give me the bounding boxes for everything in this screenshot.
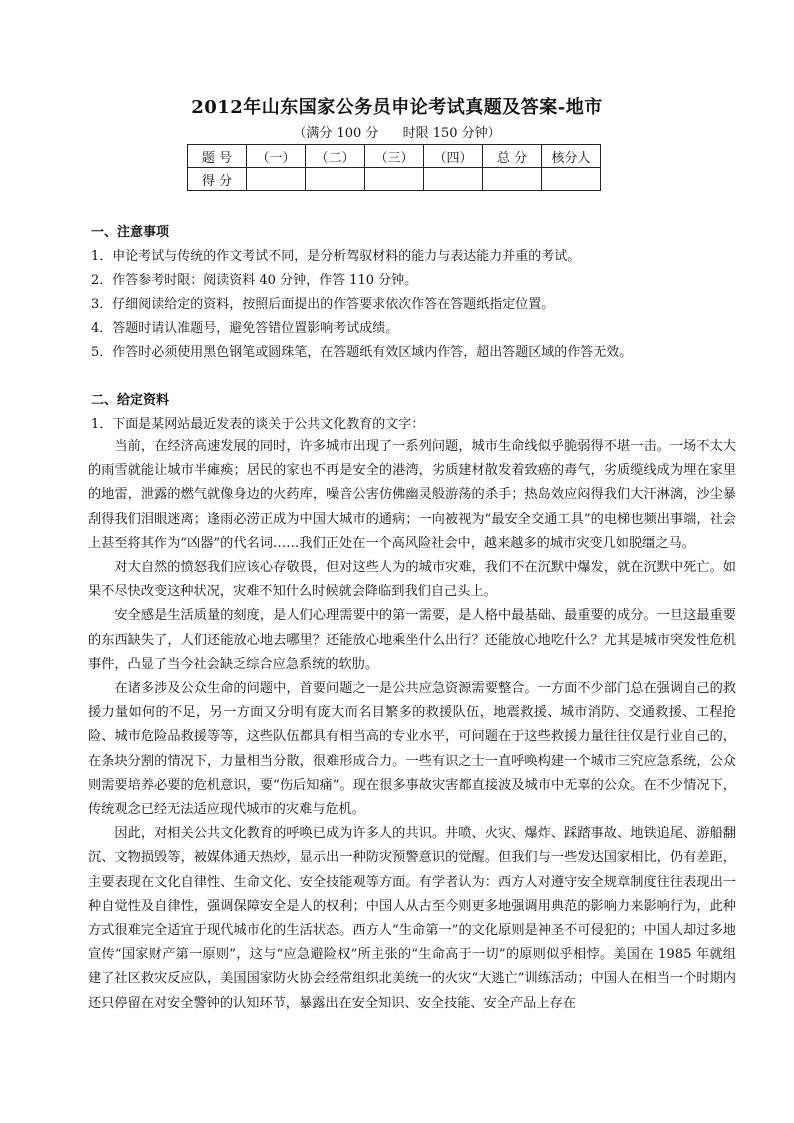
- score-table-header-row: [188, 145, 601, 168]
- material-paragraph: 因此，对相关公共文化教育的呼唤已成为许多人的共识。井喷、火灾、爆炸、踩踏事故、地铁追尾、游船翻沉、文物损毁等，被媒体通天热炒，显示出一种防灾预警意识的觉醒。但我们与一些发达国家相比，仍有差距，主要表现在文化自律性、生命文化、安全技能观等方面。有学者认为：西方人对遵守安全规章制度往往表现出一种自觉性及自律性，强调保障安全是人的权利；中国人从古至今则更多地强调用典范的影响力来影响行为，此种方式很难完全适宜于现代城市化的生活状态。西方人“生命第一”的文化原则是神圣不可侵犯的；中国人却过多地宣传“国家财产第一原则”，这与“应急避险权”所主张的“生命高于一切”的原则似乎相悖。美国在 1985 年就组建了社区救灾反应队，美国国家防火协会经常组织北美统一的火灾“大逃亡”训练活动；中国人在相当一个时期内还只停留在对安全警钟的认知环节，暴露出在安全知识、安全技能、安全产品上存在: [88, 826, 736, 1011]
- materials-body: [88, 435, 736, 1016]
- materials-heading: 二、给定资料: [91, 393, 170, 408]
- full-score-text: （满分 100 分: [293, 126, 379, 141]
- table-cell: [424, 168, 483, 191]
- page-title: 2012年山东国家公务员申论考试真题及答案-地市: [191, 97, 603, 118]
- exam-subtitle: [0, 122, 794, 141]
- score-table-score-row: [188, 168, 601, 191]
- table-cell: （二）: [306, 145, 365, 168]
- material-paragraph: 对大自然的愤怒我们应该心存敬畏，但对这些人为的城市灾难，我们不在沉默中爆发，就在沉默中死亡。如果不尽快改变这种状况，灾难不知什么时候就会降临到我们自己头上。: [88, 560, 736, 600]
- table-cell: [247, 168, 306, 191]
- table-cell: [306, 168, 365, 191]
- score-table: [187, 144, 601, 191]
- material-paragraph: 当前，在经济高速发展的同时，许多城市出现了一系列问题，城市生命线似乎脆弱得不堪一击。一场不太大的雨雪就能让城市半瘫痪；居民的家也不再是安全的港湾，劣质建材散发着致癌的毒气，劣质缆线成为埋在家里的地雷，泄露的燃气就像身边的火药库，噪音公害仿佛幽灵般游荡的杀手；热岛效应闷得我们大汗淋漓，沙尘暴刮得我们泪眼迷离；逢雨必涝正成为中国大城市的通病；一向被视为“最安全交通工具”的电梯也频出事端，社会上甚至将其作为“凶器”的代名词……我们正处在一个高风险社会中，越来越多的城市灾变几如脱缰之马。: [88, 439, 736, 551]
- table-cell: 核分人: [542, 145, 601, 168]
- material-paragraph: 安全感是生活质量的刻度，是人们心理需要中的第一需要，是人格中最基础、最重要的成分。一旦这最重要的东西缺失了，人们还能放心地去哪里？还能放心地乘坐什么出行？还能放心地吃什么？尤其是城市突发性危机事件，凸显了当今社会缺乏综合应急系统的软肋。: [88, 608, 736, 672]
- table-cell: 题 号: [188, 145, 247, 168]
- note-item: 3．仔细阅读给定的资料，按照后面提出的作答要求依次作答在答题纸指定位置。: [91, 297, 555, 312]
- table-cell: [542, 168, 601, 191]
- table-cell: 得 分: [188, 168, 247, 191]
- table-cell: [365, 168, 424, 191]
- table-cell: [483, 168, 542, 191]
- note-item: 2．作答参考时限：阅读资料 40 分钟，作答 110 分钟。: [91, 273, 418, 288]
- material-paragraph: 在诸多涉及公众生命的问题中，首要问题之一是公共应急资源需要整合。一方面不少部门总在强调自己的救援力量如何的不足，另一方面又分明有庞大而名目繁多的救援队伍，地震救援、城市消防、交通救援、工程抢险、城市危险品救援等等，这些队伍都具有相当高的专业水平，可问题在于这些救援力量往往仅是行业自己的，在条块分割的情况下，力量相当分散，很难形成合力。一些有识之士一直呼唤构建一个城市三究应急系统，公众则需要培养必要的危机意识，要“伤后知痛”。现在很多事故灾害都直接波及城市中无辜的公众。在不少情况下，传统观念已经无法适应现代城市的灾难与危机。: [88, 681, 736, 818]
- note-item: 5．作答时必须使用黑色钢笔或圆珠笔，在答题纸有效区域内作答，超出答题区域的作答无效。: [91, 345, 633, 360]
- note-item: 4．答题时请认准题号，避免答错位置影响考试成绩。: [91, 321, 399, 336]
- table-cell: 总 分: [483, 145, 542, 168]
- time-limit-text: 时限 150 分钟）: [402, 126, 501, 141]
- table-cell: （一）: [247, 145, 306, 168]
- materials-intro: 1．下面是某网站最近发表的谈关于公共文化教育的文字：: [91, 417, 425, 432]
- notes-heading: 一、注意事项: [91, 225, 170, 240]
- table-cell: （三）: [365, 145, 424, 168]
- table-cell: （四）: [424, 145, 483, 168]
- note-item: 1．申论考试与传统的作文考试不同，是分析驾驭材料的能力与表达能力并重的考试。: [91, 249, 581, 264]
